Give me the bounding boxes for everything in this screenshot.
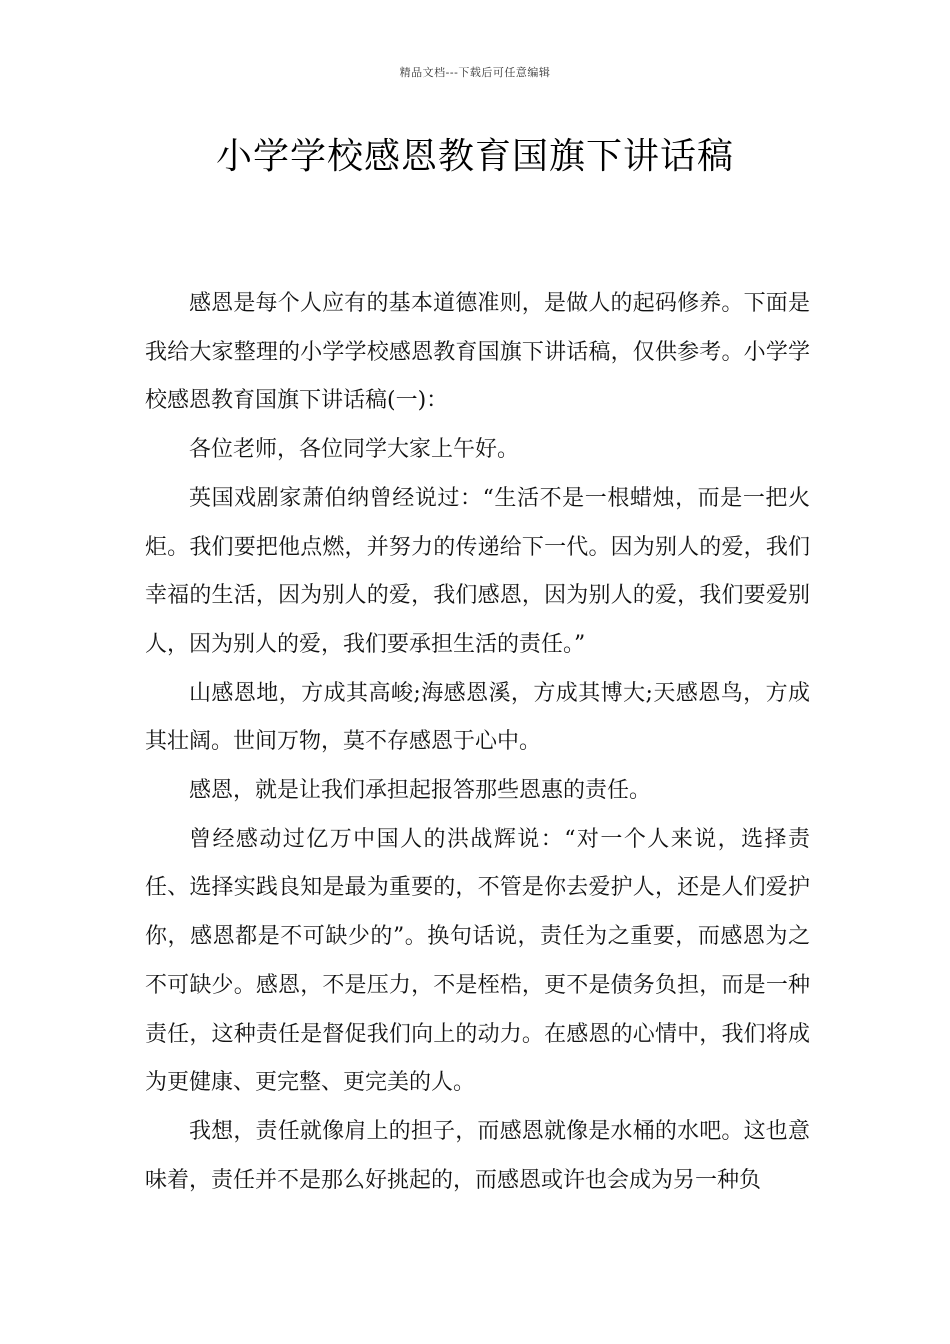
paragraph-responsibility: 感恩，就是让我们承担起报答那些恩惠的责任。 [189,778,652,804]
paragraph-greeting: 各位老师，各位同学大家上午好。 [189,437,520,463]
paragraph-quote-hong: 曾经感动过亿万中国人的洪战辉说：“对一个人来说，选择责任、选择实践良知是最为重要的，不管是你去爱护人，还是人们爱护你，感恩都是不可缺少的”。换句话说，责任为之重要，而感恩为之不可缺少。感恩，不是压力，不是桎梏，更不是债务负担，而是一种责任，这种责任是督促我们向上的动力。在感恩的心情中，我们将成为更健康、更完整、更完美的人。 [145,826,810,1096]
paragraph-burden: 我想，责任就像肩上的担子，而感恩就像是水桶的水吧。这也意味着，责任并不是那么好挑起的，而感恩或许也会成为另一种负 [145,1118,810,1193]
document-title: 小学学校感恩教育国旗下讲话稿 [215,136,734,177]
document-body [145,280,810,1205]
paragraph-quote-shaw: 英国戏剧家萧伯纳曾经说过：“生活不是一根蜡烛，而是一把火炬。我们要把他点燃，并努力的传递给下一代。因为别人的爱，我们幸福的生活，因为别人的爱，我们感恩，因为别人的爱，我们要爱别人，因为别人的爱，我们要承担生活的责任。” [145,485,810,657]
header-note: 精品文档---下载后可任意编辑 [399,66,551,79]
paragraph-intro: 感恩是每个人应有的基本道德准则，是做人的起码修养。下面是我给大家整理的小学学校感恩教育国旗下讲话稿，仅供参考。小学学校感恩教育国旗下讲话稿(一)： [145,291,810,414]
paragraph-nature: 山感恩地，方成其高峻;海感恩溪，方成其博大;天感恩鸟，方成其壮阔。世间万物，莫不存感恩于心中。 [145,680,810,755]
